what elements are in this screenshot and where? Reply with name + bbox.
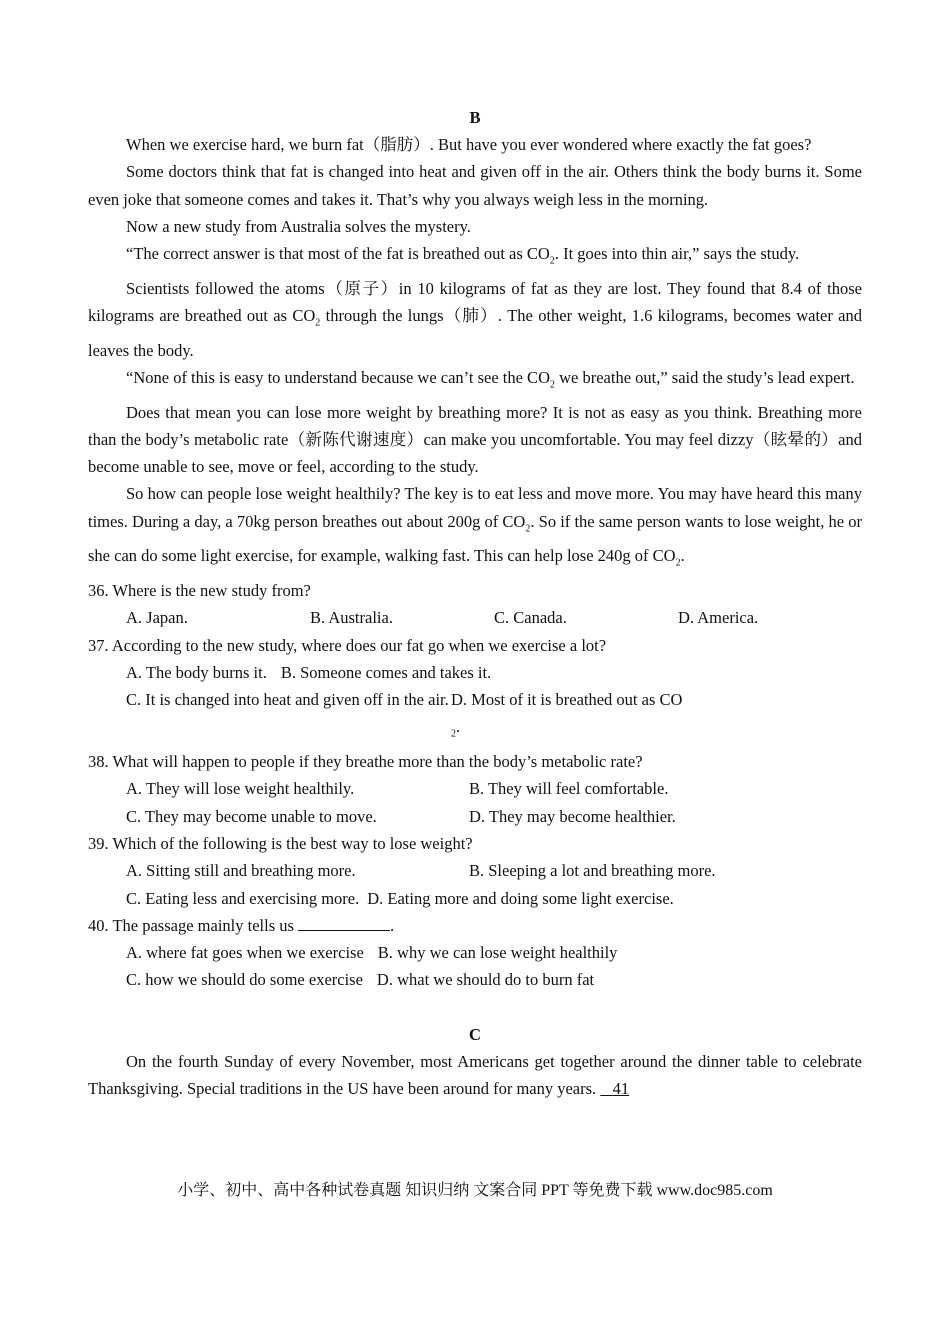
option-b: B. why we can lose weight healthily: [377, 943, 618, 963]
p4-text-a: “The correct answer is that most of the fat is breathed out as CO: [126, 244, 550, 264]
option-c: C. how we should do some exercise: [126, 970, 363, 990]
subscript-2: 2: [451, 728, 456, 740]
p8-text-b: . So if the same person wants to lose weight, he or she can do some light exercise, for example, walking fast. This can help lose 240g of CO: [88, 511, 862, 566]
paragraph-6: [88, 364, 862, 399]
question-37: 37. According to the new study, where does our fat go when we exercise a lot?: [88, 635, 607, 655]
option-a: A. Sitting still and breathing more.: [126, 861, 356, 881]
paragraph-3: Now a new study from Australia solves the mystery.: [126, 216, 471, 236]
paragraph-8: [88, 480, 862, 576]
section-c-text: On the fourth Sunday of every November, most Americans get together around the dinner table to celebrate Thanksgiving. Special traditions in the US have been around for many years.: [88, 1051, 862, 1098]
option-d: D. They may become healthier.: [469, 806, 676, 826]
subscript-2: 2: [549, 379, 555, 391]
question-37-options-row2: [88, 686, 862, 748]
paragraph-2: Some doctors think that fat is changed into heat and given off in the air. Others think the body burns it. Some even joke that someone comes and takes it. That’s why you always weigh less in the morning.: [88, 162, 862, 209]
option-d: D. what we should do to burn fat: [376, 970, 595, 990]
subscript-2: 2: [525, 523, 531, 535]
subscript-2: 2: [549, 255, 555, 267]
p5-text-b: through the lungs（肺）. The other weight, 1.6 kilograms, becomes water and leaves the body.: [88, 306, 863, 360]
question-39-options-row1: [88, 857, 862, 884]
question-39: 39. Which of the following is the best way to lose weight?: [88, 833, 473, 853]
option-d: D. Eating more and doing some light exercise.: [367, 888, 674, 908]
p8-text-a: So how can people lose weight healthily? The key is to eat less and move more. You may have heard this many times. During a day, a 70kg person breathes out about 200g of CO: [88, 484, 862, 531]
answer-blank: [298, 916, 390, 931]
option-b: B. Australia.: [310, 608, 393, 628]
option-a: A. where fat goes when we exercise: [126, 943, 364, 963]
question-38: 38. What will happen to people if they breathe more than the body’s metabolic rate?: [88, 752, 643, 772]
question-40: [88, 912, 862, 939]
question-40-text: 40. The passage mainly tells us: [88, 915, 294, 935]
subscript-2: 2: [675, 557, 681, 569]
question-36-options: [88, 604, 862, 631]
question-36: 36. Where is the new study from?: [88, 580, 311, 600]
section-b-heading: B: [469, 108, 481, 127]
p6-text-a: “None of this is easy to understand because we can’t see the CO: [126, 367, 550, 387]
option-a: A. They will lose weight healthily.: [126, 779, 355, 799]
question-40-end: .: [390, 915, 395, 935]
option-a: A. Japan.: [126, 608, 188, 628]
paragraph-5: [88, 275, 862, 364]
option-c: C. It is changed into heat and given off in the air.: [126, 690, 449, 710]
blank-41: [600, 1079, 629, 1098]
p8-text-c: .: [680, 546, 685, 566]
paragraph-7: Does that mean you can lose more weight by breathing more? It is not as easy as you think. Breathing more than the body’s metabolic rate（新陈代谢速度）can make you uncomfortable. You may feel dizzy（眩晕的）and become unable to see, move or feel, according to the study.: [88, 402, 862, 477]
section-gap: [88, 994, 862, 1021]
question-37-options-row1: [88, 659, 862, 686]
question-39-options-row2: [88, 885, 862, 912]
question-40-options-row1: [88, 939, 862, 966]
question-38-options-row2: [88, 803, 862, 830]
option-b: B. They will feel comfortable.: [469, 779, 669, 799]
option-a: A. The body burns it.: [126, 662, 267, 682]
option-c: C. Canada.: [494, 608, 567, 628]
p6-text-b: we breathe out,” said the study’s lead expert.: [554, 367, 855, 387]
p4-text-b: . It goes into thin air,” says the study.: [554, 244, 800, 264]
question-38-options-row1: [88, 775, 862, 802]
section-c-paragraph-1: [88, 1048, 862, 1103]
paragraph-4: [88, 240, 862, 275]
option-d: D. America.: [678, 608, 759, 628]
question-40-options-row2: [88, 966, 862, 993]
option-d-end: .: [456, 717, 461, 737]
option-b: B. Sleeping a lot and breathing more.: [469, 861, 716, 881]
footer-banner: 小学、初中、高中各种试卷真题 知识归纳 文案合同 PPT 等免费下载 www.doc985.com: [177, 1182, 773, 1199]
content-column: [88, 104, 862, 1102]
paragraph-1: When we exercise hard, we burn fat（脂肪）. But have you ever wondered where exactly the fat goes?: [126, 135, 812, 154]
subscript-2: 2: [315, 317, 321, 329]
option-d-text: D. Most of it is breathed out as CO: [451, 690, 683, 710]
option-d: [451, 686, 862, 748]
section-c-heading: C: [469, 1024, 481, 1044]
blank-41-number: 41: [612, 1078, 630, 1098]
option-c: C. Eating less and exercising more.: [126, 888, 360, 908]
p5-text-a: Scientists followed the atoms（原子）in 10 kilograms of fat as they are lost. They found that 8.4 of those kilograms are breathed out as CO: [88, 278, 862, 326]
option-c: C. They may become unable to move.: [126, 806, 377, 826]
option-b: B. Someone comes and takes it.: [280, 662, 492, 682]
